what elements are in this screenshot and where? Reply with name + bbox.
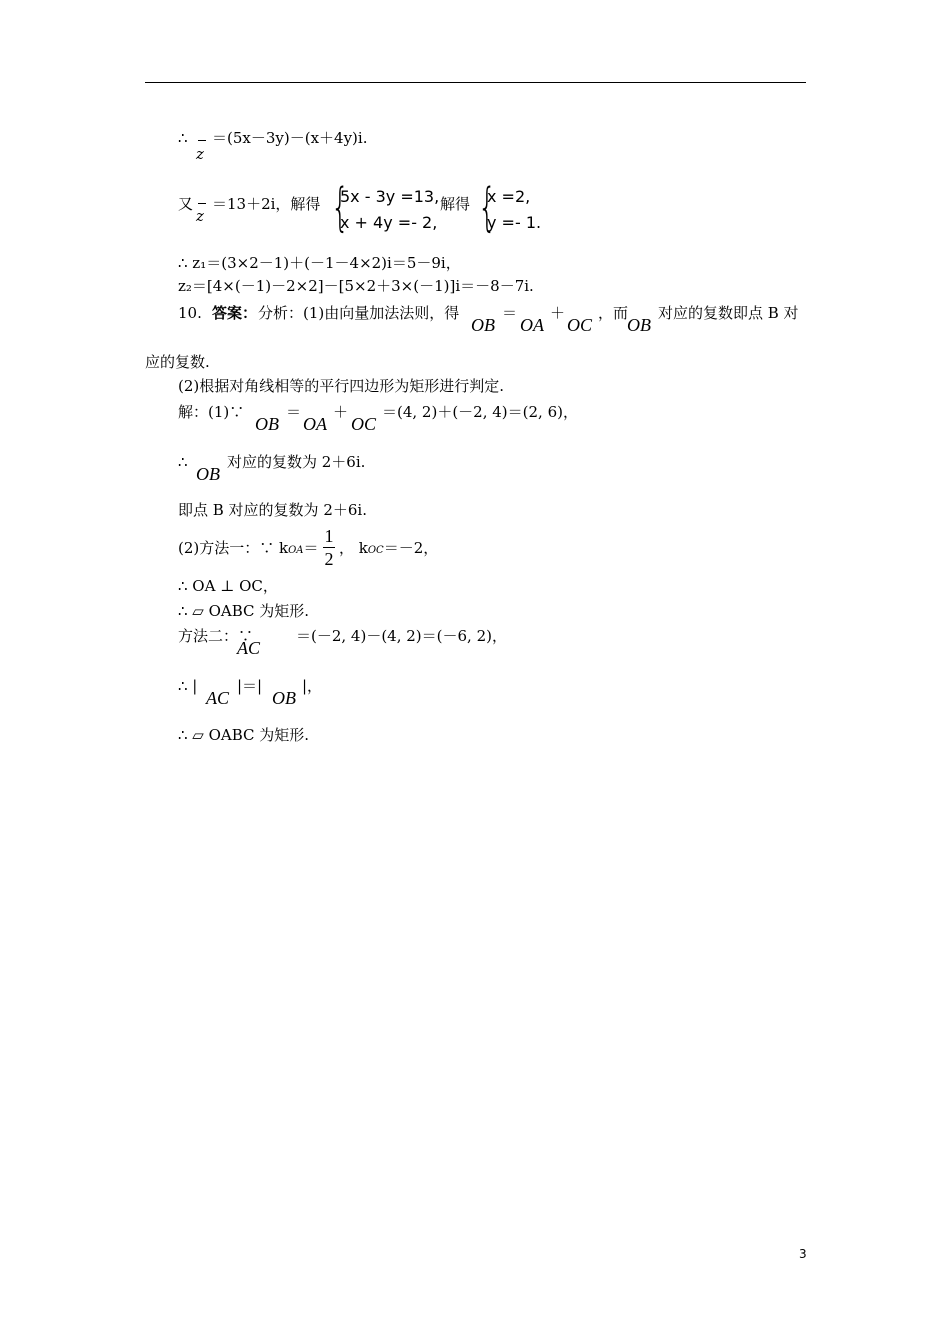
eq-sign-3: ＝	[303, 539, 319, 557]
answer-label: 答案：	[212, 304, 258, 322]
q10-text: 分析：(1)由向量加法法则，得	[258, 304, 460, 322]
overbar-1	[198, 140, 206, 141]
vec-OC-1: OC	[567, 315, 593, 335]
vec-OB-5: OB	[272, 688, 296, 708]
fraction-denominator: 2	[324, 549, 334, 569]
k-oc-label: ， k	[339, 539, 368, 557]
z-bar-2: z	[196, 207, 204, 225]
vec-OA-1: OA	[520, 315, 544, 335]
method-2-start: 方法二：∵	[178, 627, 254, 645]
line-8-rest: ＝(4, 2)＋(－2, 4)＝(2, 6)，	[382, 403, 578, 421]
line-12: ∴ OA ⊥ OC，	[178, 577, 278, 595]
eq-sign-2: ＝	[286, 403, 302, 421]
left-brace-1: {	[331, 178, 350, 238]
therefore-2: ∴	[178, 453, 188, 471]
line-2-prefix: 又	[178, 195, 194, 213]
abs-open: ∴ |	[178, 677, 198, 695]
fraction-half	[323, 526, 335, 570]
header-rule	[145, 82, 806, 83]
fraction-numerator: 1	[324, 526, 334, 546]
page-number: 3	[799, 1247, 807, 1261]
method-1-start	[178, 538, 319, 561]
solution-start: 解：(1)∵	[178, 403, 245, 421]
abs-close: |，	[302, 677, 323, 695]
eq-sign-1: ＝	[502, 304, 518, 322]
vec-OB-4: OB	[196, 464, 220, 484]
system-1-eq-b: x + 4y =- 2,	[340, 213, 438, 232]
vec-OA-2: OA	[303, 414, 327, 434]
method-1-label: (2)方法一：∵ k	[178, 539, 289, 557]
overbar-2	[198, 203, 206, 204]
line-z1: ∴ z₁＝(3×2－1)＋(－1－4×2)i＝5－9i，	[178, 254, 461, 272]
vec-OB-1: OB	[471, 315, 495, 335]
line-1-rest: ＝(5x－3y)－(x＋4y)i.	[212, 129, 368, 147]
line-9-rest: 对应的复数为 2＋6i.	[227, 453, 366, 471]
vec-AC-2: AC	[206, 688, 230, 708]
line-6: 应的复数.	[145, 353, 210, 371]
k-oc-value: ＝－2，	[383, 539, 439, 557]
system-2-eq-a: x =2,	[487, 187, 531, 206]
jiede-label: 解得	[440, 195, 471, 213]
q10-tail: 对应的复数即点 B 对	[658, 304, 799, 322]
plus-sign-2: ＋	[333, 403, 349, 421]
left-brace-2: {	[478, 178, 497, 238]
fraction-bar	[323, 547, 335, 548]
vec-OB-3: OB	[255, 414, 279, 434]
line-16: ∴ ▱ OABC 为矩形.	[178, 726, 310, 744]
system-2-eq-b: y =- 1.	[487, 213, 542, 232]
line-2-mid: ＝13＋2i，解得	[212, 195, 321, 213]
system-1-eq-a: 5x - 3y =13,	[340, 187, 440, 206]
sub-OA: OA	[288, 545, 304, 556]
system-1	[340, 184, 439, 236]
line-10: 即点 B 对应的复数为 2＋6i.	[178, 501, 367, 519]
line-z2: z₂＝[4×(－1)－2×2]－[5×2＋3×(－1)]i＝－8－7i.	[178, 277, 534, 295]
system-2	[487, 184, 541, 236]
vec-AC-1: AC	[237, 638, 261, 658]
therefore-symbol: ∴	[178, 129, 188, 147]
z-var: z	[196, 145, 204, 163]
vec-OB-2: OB	[627, 315, 651, 335]
er-text: ，而	[598, 304, 629, 322]
q10-number: 10.	[178, 304, 202, 322]
line-14-rest: ＝(－2, 4)－(4, 2)＝(－6, 2)，	[296, 627, 507, 645]
plus-sign-1: ＋	[550, 304, 566, 322]
line-conj-z	[178, 128, 188, 148]
vec-OC-2: OC	[351, 414, 377, 434]
sub-OC: OC	[367, 545, 384, 556]
abs-eq: |＝|	[237, 677, 263, 695]
method-1-rest	[339, 538, 438, 561]
z-bar-1	[196, 144, 204, 164]
line-13: ∴ ▱ OABC 为矩形.	[178, 602, 310, 620]
line-7: (2)根据对角线相等的平行四边形为矩形进行判定.	[178, 377, 505, 395]
